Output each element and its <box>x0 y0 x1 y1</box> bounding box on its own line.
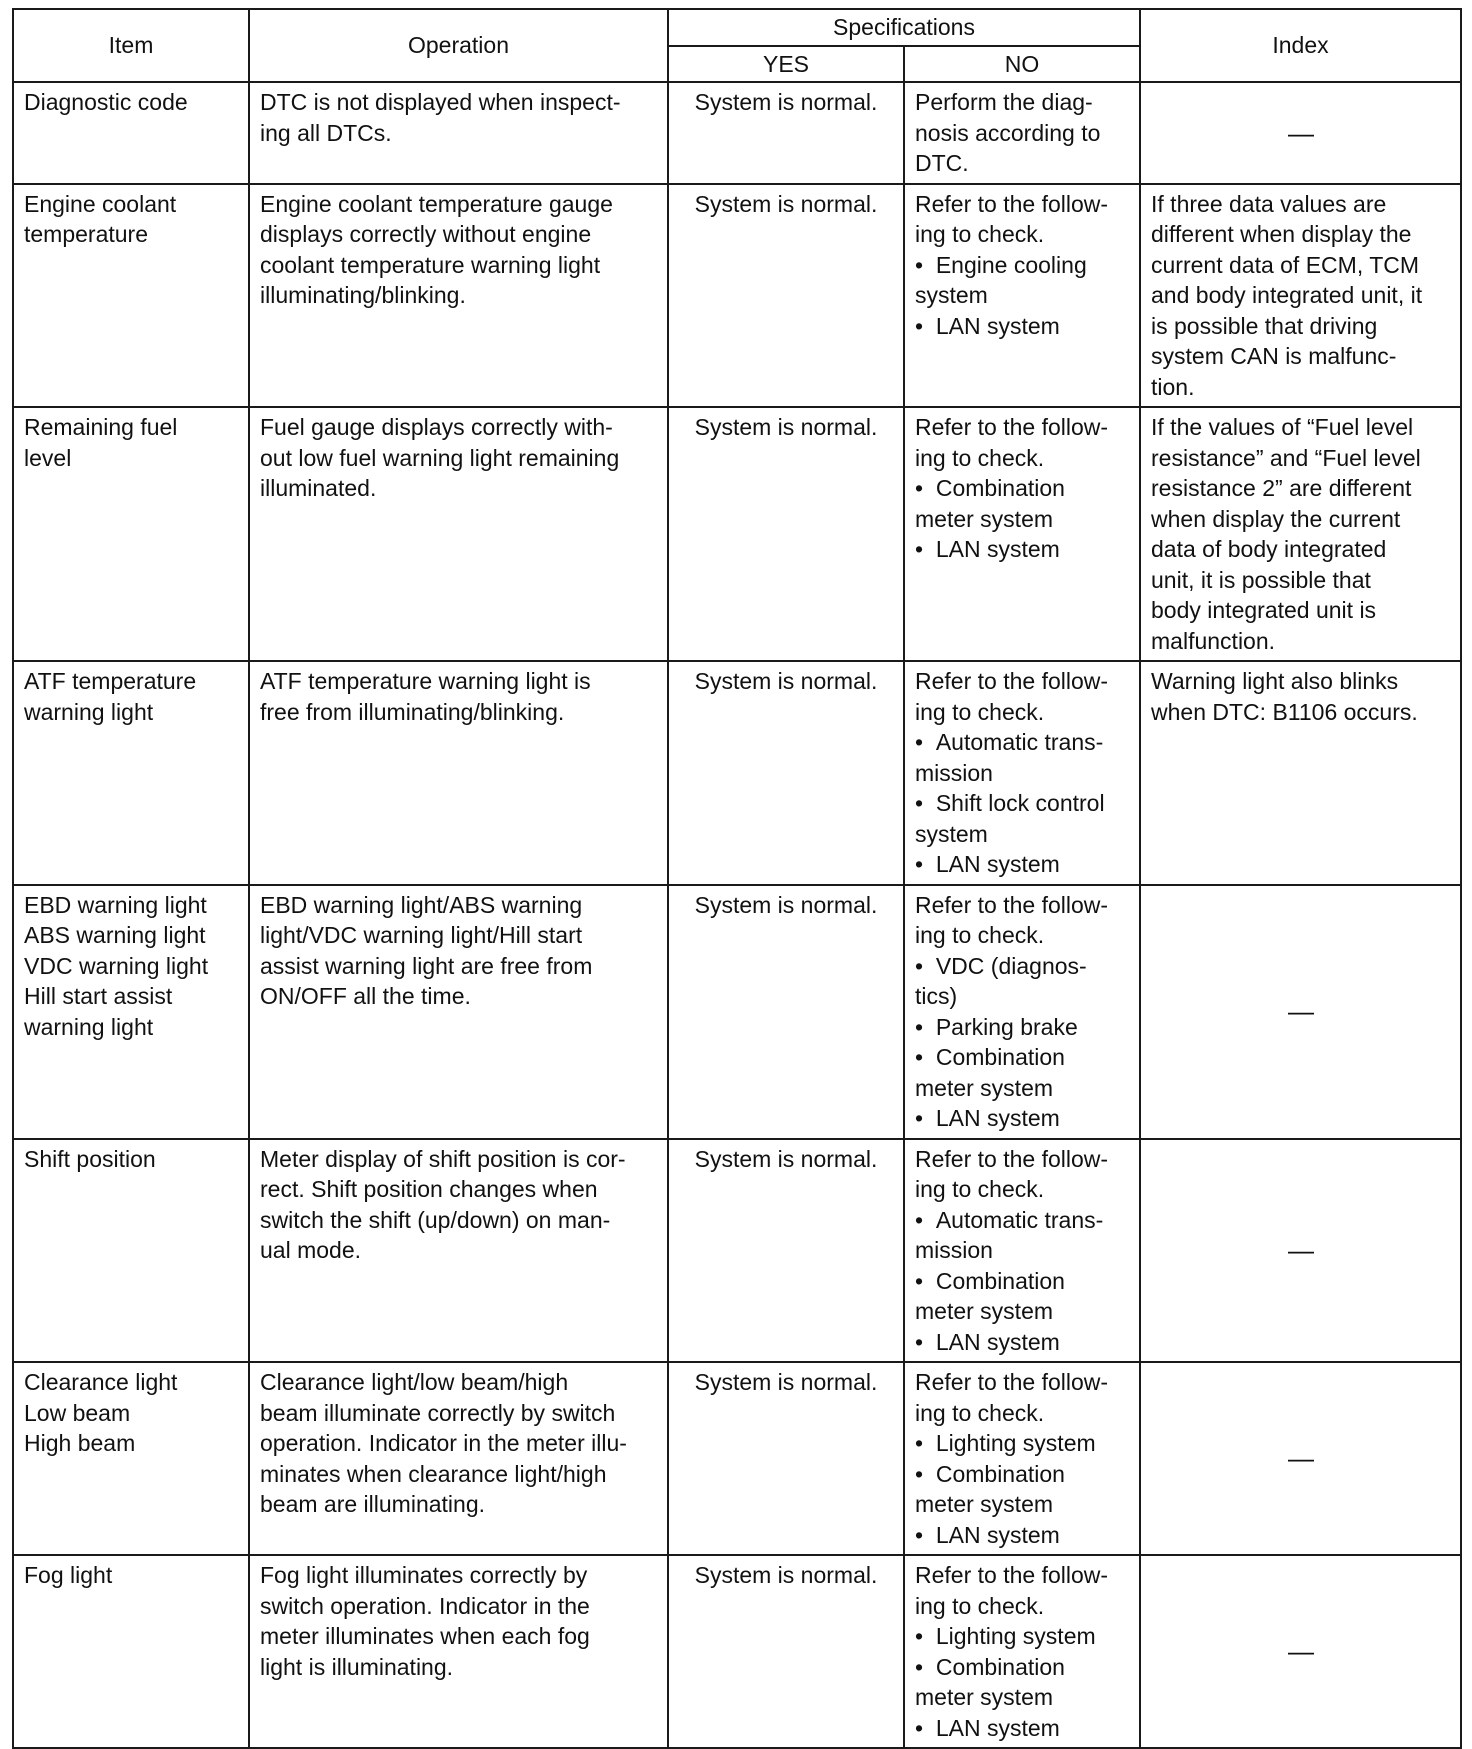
item-line: Engine coolant <box>24 190 177 217</box>
no-line: ing to check. <box>915 221 1045 247</box>
operation-line: Engine coolant temperature gauge <box>260 190 613 217</box>
no-bullet-continuation: system <box>915 820 988 847</box>
operation-line: switch the shift (up/down) on man- <box>260 1206 611 1233</box>
no-bullet-item: • Combination <box>915 1652 1130 1683</box>
cell-no <box>904 1362 1140 1555</box>
header-index: Index <box>1140 9 1461 82</box>
table-row <box>13 1555 1461 1748</box>
header-no: NO <box>904 46 1140 83</box>
cell-item <box>13 407 249 661</box>
cell-yes: System is normal. <box>668 407 904 661</box>
cell-yes: System is normal. <box>668 1362 904 1555</box>
no-bullet-item: • Parking brake <box>915 1012 1130 1043</box>
operation-line: ing all DTCs. <box>260 119 392 146</box>
operation-line: free from illuminating/blinking. <box>260 698 565 725</box>
no-bullet-continuation: tics) <box>915 983 958 1009</box>
no-bullet-item: • LAN system <box>915 849 1130 880</box>
no-line: ing to check. <box>915 1592 1045 1619</box>
no-bullet-item: • Automatic trans- <box>915 1205 1130 1236</box>
no-line: Refer to the follow- <box>915 1369 1109 1395</box>
index-line: is possible that driving <box>1151 312 1378 339</box>
operation-line: beam are illuminating. <box>260 1491 486 1517</box>
header-item: Item <box>13 9 249 82</box>
cell-item <box>13 184 249 408</box>
cell-item <box>13 82 249 184</box>
table-row <box>13 184 1461 408</box>
operation-line: out low fuel warning light remaining <box>260 444 620 471</box>
index-line: when DTC: B1106 occurs. <box>1151 698 1418 725</box>
index-line: resistance” and “Fuel level <box>1151 444 1421 471</box>
index-line: malfunction. <box>1151 627 1276 654</box>
no-bullet-continuation: meter system <box>915 1298 1054 1324</box>
table-body <box>13 82 1461 1748</box>
no-line: ing to check. <box>915 1399 1045 1426</box>
cell-item <box>13 885 249 1139</box>
item-line: Remaining fuel <box>24 414 178 440</box>
item-line: temperature <box>24 221 149 247</box>
operation-line: light is illuminating. <box>260 1653 454 1680</box>
no-line: Refer to the follow- <box>915 891 1109 918</box>
cell-item <box>13 1362 249 1555</box>
index-line: system CAN is malfunc- <box>1151 343 1397 369</box>
item-line: ABS warning light <box>24 922 206 948</box>
no-bullet-continuation: meter system <box>915 1684 1054 1710</box>
no-bullet-continuation: meter system <box>915 505 1054 532</box>
cell-operation <box>249 661 668 885</box>
no-bullet-item: • Combination <box>915 1042 1130 1073</box>
no-bullet-item: • LAN system <box>915 1713 1130 1744</box>
item-line: Low beam <box>24 1399 131 1426</box>
cell-index: — <box>1140 885 1461 1139</box>
no-bullet-item: • LAN system <box>915 534 1130 565</box>
index-line: and body integrated unit, it <box>1151 282 1423 308</box>
operation-line: coolant temperature warning light <box>260 251 601 278</box>
no-line: Refer to the follow- <box>915 1145 1109 1172</box>
operation-line: DTC is not displayed when inspect- <box>260 89 621 115</box>
operation-line: assist warning light are free from <box>260 952 593 979</box>
table-row <box>13 885 1461 1139</box>
no-line: Refer to the follow- <box>915 414 1109 440</box>
no-bullet-item: • LAN system <box>915 1103 1130 1134</box>
table-row <box>13 1139 1461 1363</box>
index-line: body integrated unit is <box>1151 597 1377 623</box>
cell-operation <box>249 184 668 408</box>
operation-line: illuminating/blinking. <box>260 282 466 308</box>
no-line: Refer to the follow- <box>915 190 1109 217</box>
no-bullet-item: • Combination <box>915 1459 1130 1490</box>
operation-line: Fuel gauge displays correctly with- <box>260 414 613 440</box>
no-bullet-item: • Shift lock control <box>915 788 1130 819</box>
table-row <box>13 82 1461 184</box>
no-bullet-item: • LAN system <box>915 1520 1130 1551</box>
cell-yes: System is normal. <box>668 82 904 184</box>
document-page <box>12 8 1460 1741</box>
item-line: Fog light <box>24 1562 113 1588</box>
operation-line: meter illuminates when each fog <box>260 1623 590 1649</box>
operation-line: ON/OFF all the time. <box>260 983 471 1009</box>
cell-no <box>904 1555 1140 1748</box>
operation-line: displays correctly without engine <box>260 221 592 247</box>
cell-no <box>904 82 1140 184</box>
no-bullet-continuation: system <box>915 282 988 308</box>
table-row <box>13 407 1461 661</box>
cell-yes: System is normal. <box>668 661 904 885</box>
cell-operation <box>249 885 668 1139</box>
item-line: warning light <box>24 1013 154 1040</box>
index-line: different when display the <box>1151 221 1412 247</box>
cell-item <box>13 1139 249 1363</box>
cell-operation <box>249 82 668 184</box>
cell-yes: System is normal. <box>668 885 904 1139</box>
no-bullet-item: • Engine cooling <box>915 250 1130 281</box>
item-line: level <box>24 444 72 471</box>
operation-line: operation. Indicator in the meter illu- <box>260 1430 627 1456</box>
no-line: nosis according to <box>915 119 1101 146</box>
operation-line: EBD warning light/ABS warning <box>260 891 583 918</box>
operation-line: switch operation. Indicator in the <box>260 1592 590 1619</box>
operation-line: illuminated. <box>260 475 377 501</box>
no-line: Refer to the follow- <box>915 1562 1109 1588</box>
cell-index: — <box>1140 1555 1461 1748</box>
table-row <box>13 661 1461 885</box>
no-line: Perform the diag- <box>915 89 1093 115</box>
header-yes: YES <box>668 46 904 83</box>
no-line: Refer to the follow- <box>915 668 1109 694</box>
index-line: data of body integrated <box>1151 536 1387 562</box>
operation-line: light/VDC warning light/Hill start <box>260 922 583 948</box>
inspection-table <box>12 8 1462 1749</box>
cell-no <box>904 885 1140 1139</box>
cell-yes: System is normal. <box>668 184 904 408</box>
cell-index: — <box>1140 82 1461 184</box>
cell-index <box>1140 661 1461 885</box>
no-bullet-item: • Lighting system <box>915 1621 1130 1652</box>
item-line: High beam <box>24 1430 136 1456</box>
cell-operation <box>249 407 668 661</box>
no-bullet-continuation: meter system <box>915 1491 1054 1517</box>
cell-no <box>904 661 1140 885</box>
header-operation: Operation <box>249 9 668 82</box>
cell-item <box>13 661 249 885</box>
index-line: resistance 2” are different <box>1151 475 1412 501</box>
item-line: ATF temperature <box>24 668 197 694</box>
no-line: ing to check. <box>915 698 1045 725</box>
cell-no <box>904 184 1140 408</box>
table-row <box>13 1362 1461 1555</box>
cell-index: — <box>1140 1139 1461 1363</box>
operation-line: minates when clearance light/high <box>260 1460 607 1487</box>
operation-line: beam illuminate correctly by switch <box>260 1399 616 1426</box>
no-bullet-item: • Lighting system <box>915 1428 1130 1459</box>
item-line: EBD warning light <box>24 891 207 918</box>
no-bullet-item: • LAN system <box>915 311 1130 342</box>
cell-operation <box>249 1362 668 1555</box>
operation-line: ual mode. <box>260 1237 362 1263</box>
cell-index: — <box>1140 1362 1461 1555</box>
index-line: when display the current <box>1151 505 1401 532</box>
no-line: ing to check. <box>915 922 1045 948</box>
operation-line: rect. Shift position changes when <box>260 1176 598 1202</box>
item-line: VDC warning light <box>24 952 209 979</box>
no-line: DTC. <box>915 150 969 176</box>
no-bullet-item: • Automatic trans- <box>915 727 1130 758</box>
index-line: current data of ECM, TCM <box>1151 251 1420 278</box>
index-line: If three data values are <box>1151 190 1387 217</box>
no-bullet-item: • VDC (diagnos- <box>915 951 1130 982</box>
no-bullet-continuation: meter system <box>915 1074 1054 1101</box>
no-line: ing to check. <box>915 1176 1045 1202</box>
item-line: Diagnostic code <box>24 89 188 115</box>
no-bullet-item: • LAN system <box>915 1327 1130 1358</box>
index-line: If the values of “Fuel level <box>1151 414 1414 440</box>
header-row <box>13 9 1461 46</box>
cell-operation <box>249 1555 668 1748</box>
no-line: ing to check. <box>915 444 1045 471</box>
item-line: warning light <box>24 698 154 725</box>
operation-line: ATF temperature warning light is <box>260 668 591 694</box>
header-specifications: Specifications <box>668 9 1140 46</box>
operation-line: Fog light illuminates correctly by <box>260 1562 588 1588</box>
index-line: tion. <box>1151 373 1195 400</box>
cell-index <box>1140 184 1461 408</box>
index-line: unit, it is possible that <box>1151 566 1371 593</box>
cell-yes: System is normal. <box>668 1139 904 1363</box>
cell-no <box>904 407 1140 661</box>
no-bullet-item: • Combination <box>915 473 1130 504</box>
item-line: Shift position <box>24 1145 156 1172</box>
item-line: Hill start assist <box>24 983 173 1009</box>
item-line: Clearance light <box>24 1369 178 1395</box>
cell-index <box>1140 407 1461 661</box>
no-bullet-continuation: mission <box>915 759 993 786</box>
no-bullet-item: • Combination <box>915 1266 1130 1297</box>
cell-item <box>13 1555 249 1748</box>
index-line: Warning light also blinks <box>1151 668 1399 694</box>
operation-line: Clearance light/low beam/high <box>260 1369 569 1395</box>
cell-operation <box>249 1139 668 1363</box>
cell-no <box>904 1139 1140 1363</box>
no-bullet-continuation: mission <box>915 1237 993 1263</box>
operation-line: Meter display of shift position is cor- <box>260 1145 626 1172</box>
cell-yes: System is normal. <box>668 1555 904 1748</box>
